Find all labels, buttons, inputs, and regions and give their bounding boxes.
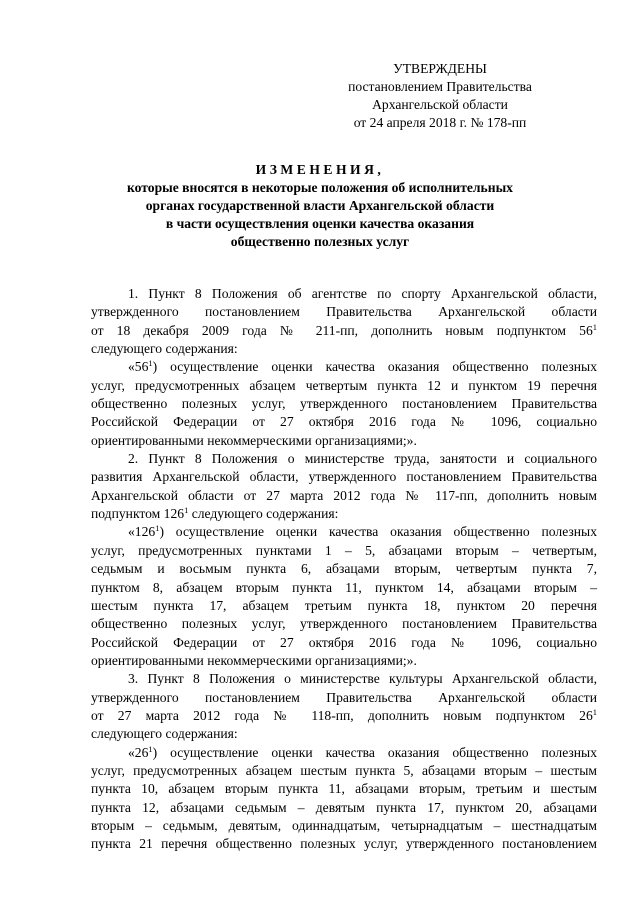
text-line: пункта 12, абзацами седьмым – девятым пункта 17, пунктом 20, абзацами <box>91 799 597 815</box>
approval-line: УТВЕРЖДЕНЫ <box>393 61 487 76</box>
text-line: от 27 марта 2012 года № 118-пп, дополнить новым подпунктом $26^1$ <box>91 706 597 723</box>
text-line: «$26^1$) осуществление оценки качества оказания общественно полезных <box>128 743 597 760</box>
heading-line: которые вносятся в некоторые положения об исполнительных <box>127 180 513 195</box>
text-line: 1. Пункт 8 Положения об агентстве по спорту Архангельской области, <box>128 286 597 301</box>
superscript: 1 <box>148 743 153 754</box>
heading-line: в части осуществления оценки качества оказания <box>165 216 475 231</box>
text-line: 2. Пункт 8 Положения о министерстве труда, занятости и социального <box>128 451 597 467</box>
text-line: услуг, предусмотренных пунктами 1 – 5, абзацами вторым – четвертым, <box>91 542 597 558</box>
text-line: следующего содержания: <box>91 726 238 742</box>
text-line: утвержденного постановлением Правительства Архангельской области <box>91 304 597 320</box>
superscript: 1 <box>592 706 597 717</box>
text-line: утвержденного постановлением Правительства Архангельской области <box>91 689 597 705</box>
text-line: подпунктом $126^1$ следующего содержания: <box>91 505 339 522</box>
superscript: 1 <box>155 523 160 534</box>
text-line: Российской Федерации от 27 октября 2016 года № 1096, социально <box>91 634 597 650</box>
text-line: от 18 декабря 2009 года № 211-пп, дополнить новым подпунктом $56^1$ <box>91 321 597 338</box>
text-line: «$56^1$) осуществление оценки качества оказания общественно полезных <box>128 358 597 375</box>
approval-line: Архангельской области <box>372 97 508 112</box>
heading-line: общественно полезных услуг <box>230 234 410 249</box>
text-line: Российской Федерации от 27 октября 2016 года № 1096, социально <box>91 414 597 430</box>
text-line: услуг, предусмотренных абзацем шестым пункта 5, абзацами вторым – шестым <box>91 762 597 778</box>
text-line: «$126^1$) осуществление оценки качества оказания общественно полезных <box>128 523 597 540</box>
text-line: развития Архангельской области, утвержденного постановлением Правительства <box>91 469 597 485</box>
document-heading <box>90 161 550 251</box>
text-line: общественно полезных услуг, утвержденного постановлением Правительства <box>91 616 597 632</box>
approval-line: от 24 апреля 2018 г. № 178-пп <box>353 115 527 130</box>
text-line: 3. Пункт 8 Положения о министерстве культуры Архангельской области, <box>128 671 597 687</box>
text-line: ориентированными некоммерческими организациями;». <box>91 652 417 668</box>
text-line: пункта 10, абзацем вторым пункта 11, абзацами вторым, третьим и шестым <box>91 781 597 797</box>
text-line: седьмым и восьмым пункта 6, абзацами вторым, четвертым пункта 7, <box>91 561 597 577</box>
superscript: 1 <box>184 505 189 516</box>
text-line: вторым – седьмым, девятым, одиннадцатым, четырнадцатым – шестнадцатым <box>91 817 597 833</box>
document-body <box>91 285 597 854</box>
heading-line: органах государственной власти Архангельской области <box>145 198 495 213</box>
text-line: общественно полезных услуг, утвержденного постановлением Правительства <box>91 396 597 412</box>
text-line: Архангельской области от 27 марта 2012 года № 117-пп, дополнить новым <box>91 487 597 503</box>
superscript: 1 <box>148 358 153 369</box>
text-line: пунктом 8, абзацем вторым пункта 11, пунктом 14, абзацами вторым – <box>91 579 597 595</box>
text-line: шестым пункта 17, абзацем третьим пункта 18, пунктом 20 перечня <box>91 597 597 613</box>
approval-line: постановлением Правительства <box>348 79 532 94</box>
approval-block <box>330 60 550 132</box>
text-line: пункта 21 перечня общественно полезных услуг, утвержденного постановлением <box>91 836 597 852</box>
heading-title: ИЗМЕНЕНИЯ, <box>255 162 385 177</box>
text-line: ориентированными некоммерческими организациями;». <box>91 432 417 448</box>
superscript: 1 <box>592 321 597 332</box>
text-line: следующего содержания: <box>91 341 238 357</box>
text-line: услуг, предусмотренных абзацем четвертым пункта 12 и пунктом 19 перечня <box>91 377 597 393</box>
